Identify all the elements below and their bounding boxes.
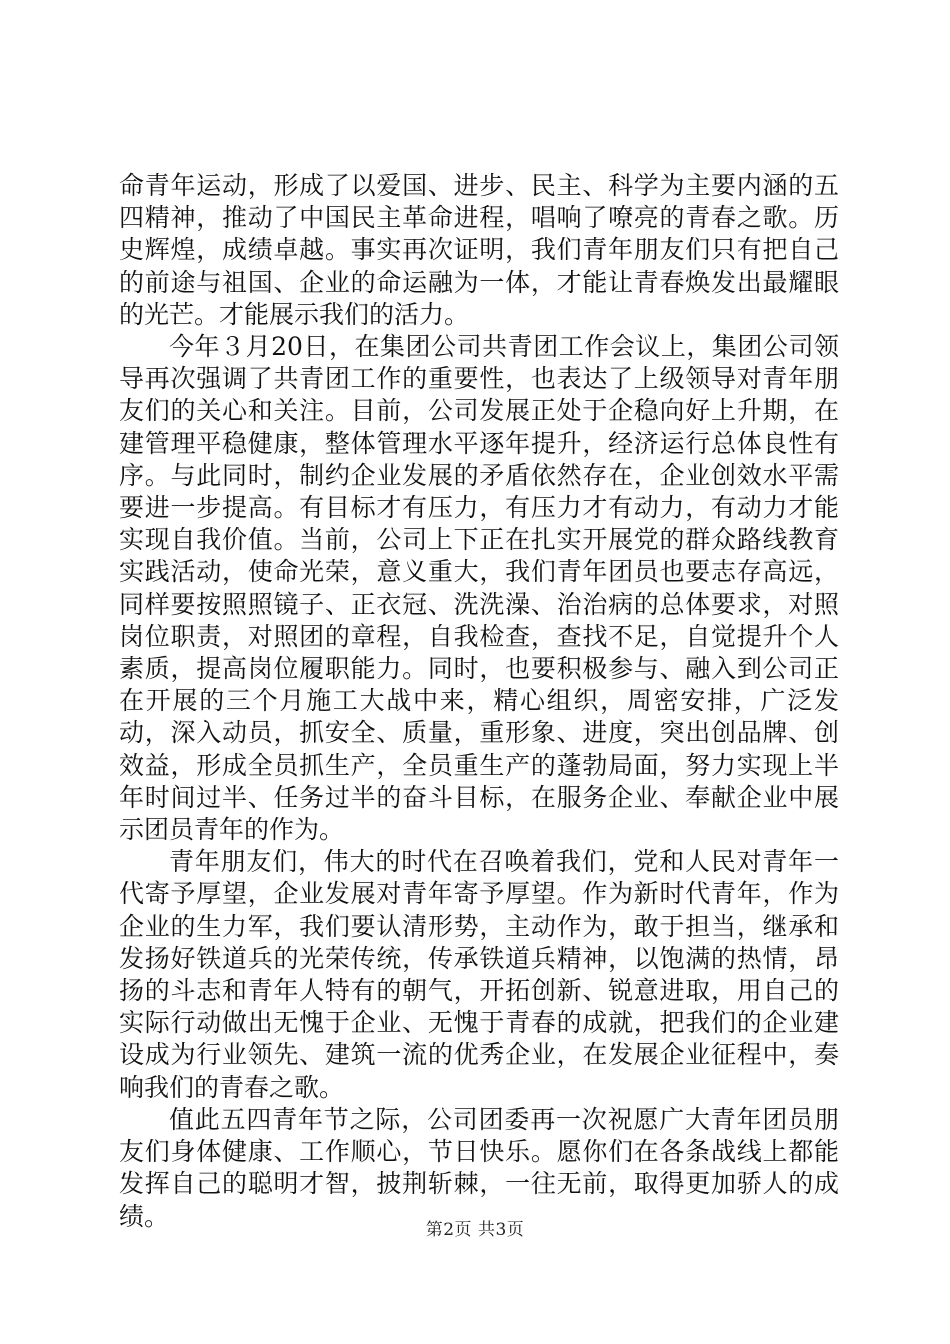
document-body (119, 170, 839, 1233)
paragraph: 今年３月20日，在集团公司共青团工作会议上，集团公司领导再次强调了共青团工作的重要性，也表达了上级领导对青年朋友们的关心和关注。目前，公司发展正处于企稳向好上升期，在建管理平稳健康，整体管理水平逐年提升，经济运行总体良性有序。与此同时，制约企业发展的矛盾依然存在，企业创效水平需要进一步提高。有目标才有压力，有压力才有动力，有动力才能实现自我价值。当前，公司上下正在扎实开展党的群众路线教育实践活动，使命光荣，意义重大，我们青年团员也要志存高远，同样要按照照镜子、正衣冠、洗洗澡、治治病的总体要求，对照岗位职责，对照团的章程，自我检查，查找不足，自觉提升个人素质，提高岗位履职能力。同时，也要积极参与、融入到公司正在开展的三个月施工大战中来，精心组织，周密安排，广泛发动，深入动员，抓安全、质量，重形象、进度，突出创品牌、创效益，形成全员抓生产，全员重生产的蓬勃局面，努力实现上半年时间过半、任务过半的奋斗目标，在服务企业、奉献企业中展示团员青年的作为。 (119, 332, 839, 845)
paragraph: 值此五四青年节之际，公司团委再一次祝愿广大青年团员朋友们身体健康、工作顺心，节日快乐。愿你们在各条战线上都能发挥自己的聪明才智，披荆斩棘，一往无前，取得更加骄人的成绩。 (119, 1104, 839, 1231)
paragraph: 青年朋友们，伟大的时代在召唤着我们，党和人民对青年一代寄予厚望，企业发展对青年寄予厚望。作为新时代青年，作为企业的生力军，我们要认清形势，主动作为，敢于担当，继承和发扬好铁道兵的光荣传统，传承铁道兵精神，以饱满的热情，昂扬的斗志和青年人特有的朝气，开拓创新、锐意进取，用自己的实际行动做出无愧于企业、无愧于青春的成就，把我们的企业建设成为行业领先、建筑一流的优秀企业，在发展企业征程中，奏响我们的青春之歌。 (119, 847, 839, 1102)
paragraph-continued: 命青年运动，形成了以爱国、进步、民主、科学为主要内涵的五四精神，推动了中国民主革命进程，唱响了嘹亮的青春之歌。历史辉煌，成绩卓越。事实再次证明，我们青年朋友们只有把自己的前途与祖国、企业的命运融为一体，才能让青春焕发出最耀眼的光芒。才能展示我们的活力。 (119, 171, 839, 329)
page-footer: 第2页 共3页 (425, 1220, 525, 1240)
